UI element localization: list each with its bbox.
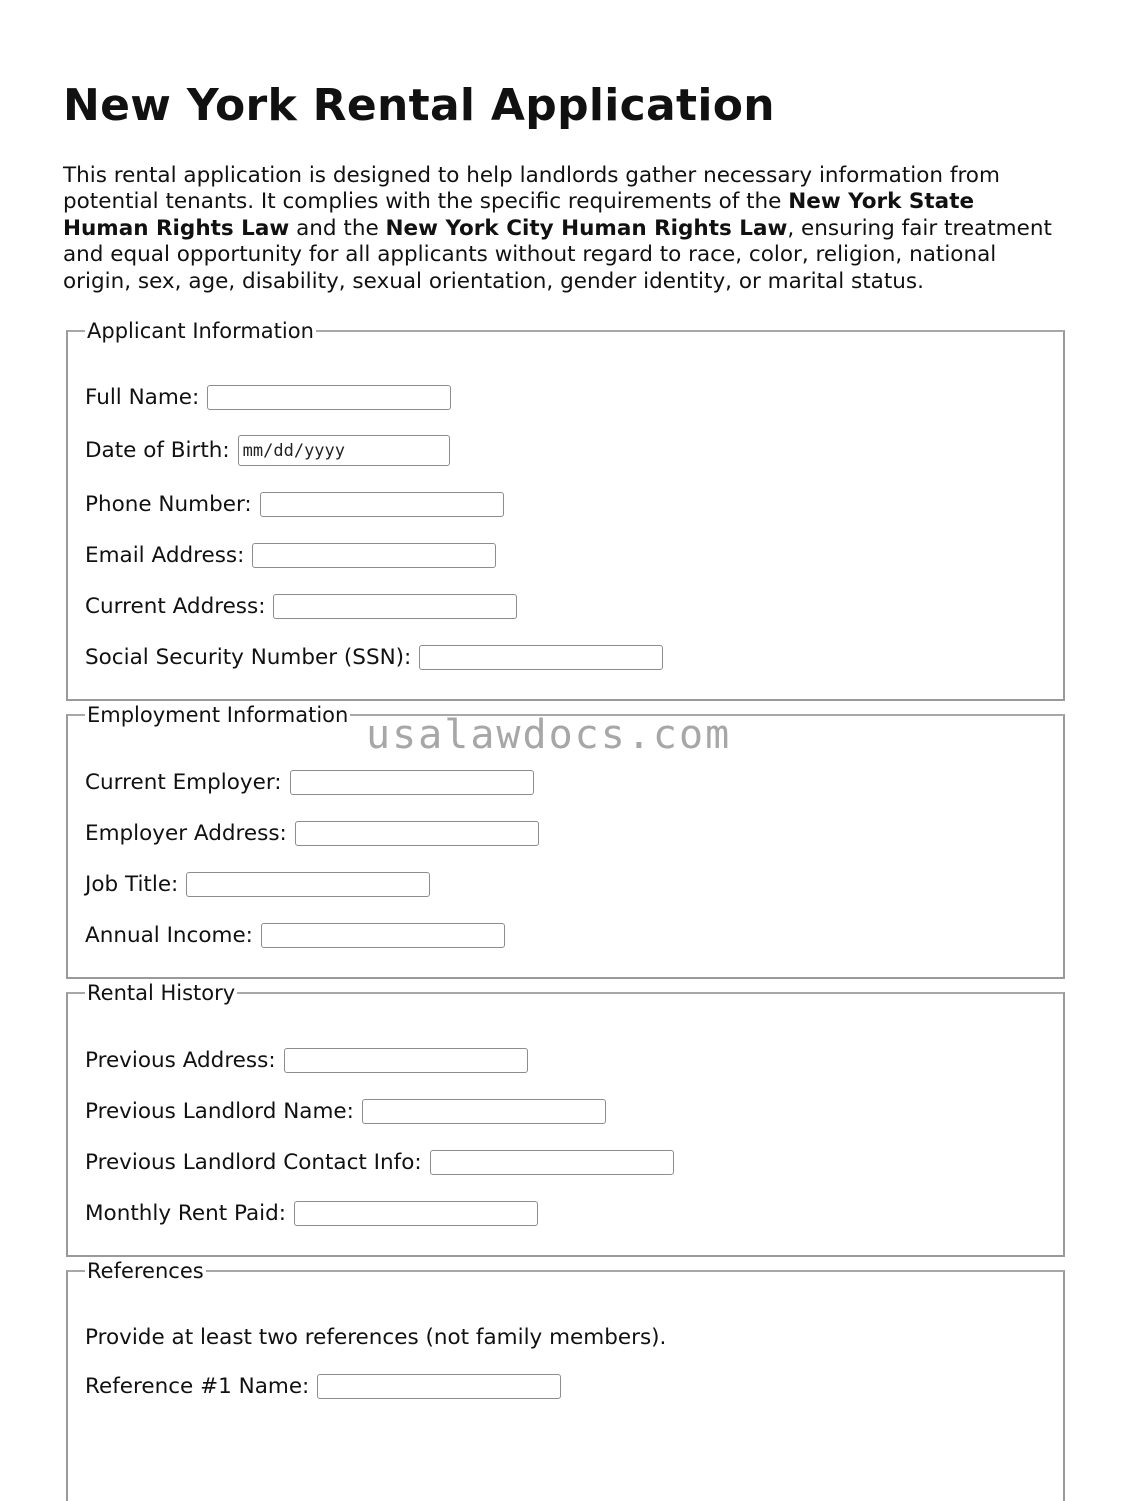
previous-landlord-contact-input[interactable] [430,1150,674,1175]
previous-landlord-name-label: Previous Landlord Name: [85,1099,354,1124]
email-address-input[interactable] [252,543,496,568]
employer-address-row [85,821,539,846]
phone-label: Phone Number: [85,492,252,517]
job-title-row [85,872,430,897]
reference-1-name-input[interactable] [317,1374,561,1399]
previous-address-input[interactable] [284,1048,528,1073]
job-title-label: Job Title: [85,872,179,897]
ssn-input[interactable] [419,645,663,670]
full-name-label: Full Name: [85,385,200,410]
monthly-rent-paid-input[interactable] [294,1201,538,1226]
nyc-human-rights-law: New York City Human Rights Law [385,215,788,241]
annual-income-input[interactable] [261,923,505,948]
rental-history-legend: Rental History [87,981,236,1005]
email-label: Email Address: [85,543,245,568]
email-row [85,543,496,568]
nys-human-rights-law: New York State Human Rights Law [63,189,975,241]
date-of-birth-input[interactable] [238,435,450,466]
annual-income-row [85,923,505,948]
landlord-name-row [85,1099,606,1124]
ssn-label: Social Security Number (SSN): [85,645,412,670]
references-legend: References [87,1259,204,1283]
phone-number-input[interactable] [260,492,504,517]
phone-row [85,492,504,517]
rent-paid-row [85,1201,538,1226]
reference-1-name-label: Reference #1 Name: [85,1374,310,1399]
previous-landlord-contact-label: Previous Landlord Contact Info: [85,1150,422,1175]
annual-income-label: Annual Income: [85,923,253,948]
full-name-input[interactable] [207,385,451,410]
ssn-row [85,645,663,670]
rental-history-section [66,981,1065,1257]
watermark: usalawdocs.com [366,712,732,758]
landlord-contact-row [85,1150,674,1175]
current-employer-input[interactable] [290,770,534,795]
employer-address-label: Employer Address: [85,821,287,846]
previous-landlord-name-input[interactable] [362,1099,606,1124]
employment-information-legend: Employment Information [87,703,349,727]
intro-paragraph: This rental application is designed to help landlords gather necessary information from potential tenants. It complies with the specific requirements of the New York State Human Rights Law and the New York City Human Rights Law, ensuring fair treatment and equal opportunity for all applicants without regard to race, color, religion, national origin, sex, age, disability, sexual orientation, gender identity, or marital status. [63,163,1052,294]
monthly-rent-paid-label: Monthly Rent Paid: [85,1201,287,1226]
current-employer-label: Current Employer: [85,770,282,795]
current-address-row [85,594,517,619]
previous-address-label: Previous Address: [85,1048,276,1073]
applicant-information-section [66,319,1065,701]
references-section [66,1259,1065,1501]
applicant-information-legend: Applicant Information [87,319,314,343]
full-name-row [85,385,451,410]
dob-label: Date of Birth: [85,438,230,463]
reference-1-name-row [85,1374,561,1399]
page-title: New York Rental Application [63,80,775,131]
dob-row [85,435,450,466]
previous-address-row [85,1048,528,1073]
current-address-label: Current Address: [85,594,266,619]
references-note: Provide at least two references (not family members). [85,1325,667,1350]
current-address-input[interactable] [273,594,517,619]
job-title-input[interactable] [186,872,430,897]
employer-row [85,770,534,795]
document-body [63,78,1065,295]
employer-address-input[interactable] [295,821,539,846]
